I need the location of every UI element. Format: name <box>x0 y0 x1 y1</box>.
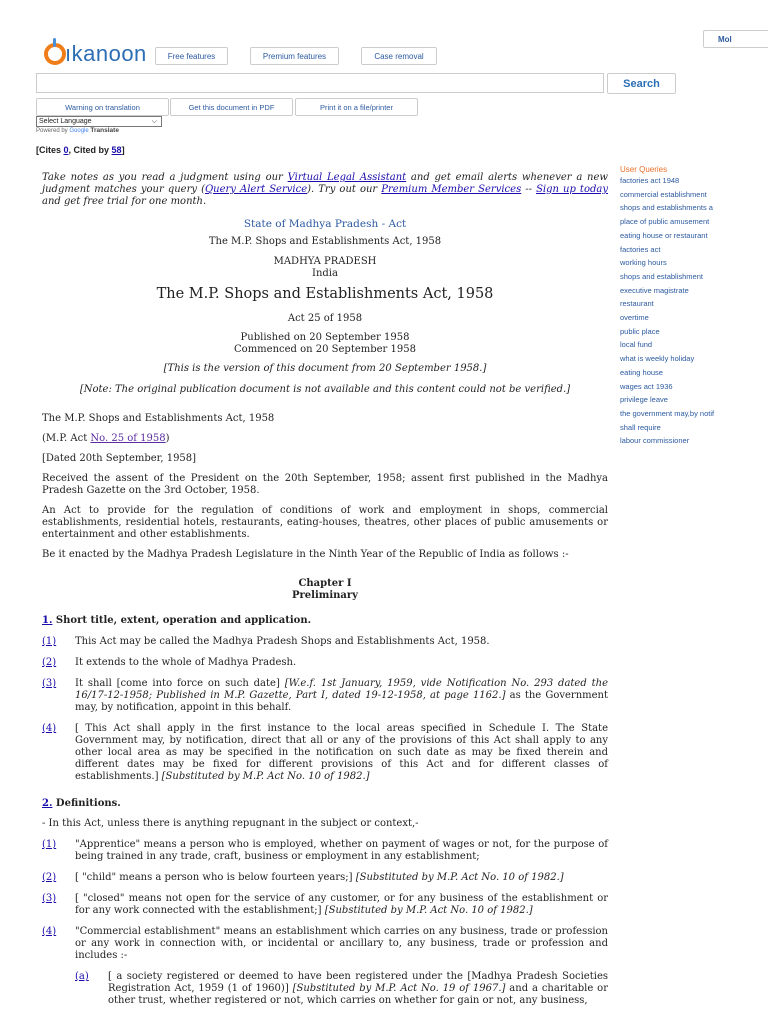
user-query-link[interactable]: shall require <box>620 422 661 432</box>
section-2-heading <box>42 798 608 810</box>
subsection <box>42 839 608 863</box>
print-button[interactable]: Print it on a file/printer <box>295 98 418 116</box>
sign-up-link[interactable]: Sign up today <box>536 184 608 195</box>
amendment-note: [W.e.f. 1st January, 1959, vide Notification No. 293 dated the 16/17-12-1958; Published in M.P. Gazette, Part I, dated 19-12-1958, at page 1162.] <box>75 678 608 701</box>
user-query-link[interactable]: eating house <box>620 367 663 377</box>
query-alert-link[interactable]: Query Alert Service <box>204 184 308 195</box>
subsection-text-part: It shall [come into force on such date] <box>75 678 285 689</box>
subsection-text: This Act may be called the Madhya Pradesh Shops and Establishments Act, 1958. <box>75 636 490 647</box>
translate-label: Translate <box>90 127 119 134</box>
subsection <box>42 657 608 669</box>
partial-header-button[interactable]: Mol <box>703 30 768 48</box>
act-number-prefix: (M.P. Act <box>42 433 91 444</box>
amendment-note: [Substituted by M.P. Act No. 10 of 1982.] <box>324 905 533 916</box>
get-pdf-button[interactable]: Get this document in PDF <box>170 98 293 116</box>
powered-by-label: Powered by <box>36 128 68 134</box>
premium-features-button[interactable]: Premium features <box>250 47 339 65</box>
clause-text-part: [ a society registered or deemed to have been registered under the [Madhya Pradesh Societies Registration Act, 1959 (1 of 1960)] <box>108 971 608 994</box>
subsection <box>42 893 608 917</box>
user-queries-sidebar <box>620 165 714 448</box>
free-features-button[interactable]: Free features <box>155 47 228 65</box>
google-label: Google <box>69 128 89 134</box>
chevron-down-icon: ⌵ <box>151 118 157 125</box>
user-queries-list <box>620 174 714 448</box>
act-number-paragraph <box>42 433 608 445</box>
search-button[interactable]: Search <box>607 73 676 94</box>
citation-counts <box>36 145 125 155</box>
document-content <box>42 172 608 1007</box>
subsection-text: "Apprentice" means a person who is employed, whether on payment of wages or not, for the purpose of being trained in any trade, craft, business or employment in any establishment; <box>75 839 608 862</box>
subsection-link[interactable]: (4) <box>42 926 57 937</box>
subsection <box>42 872 608 884</box>
subsection-link[interactable]: (1) <box>42 839 57 850</box>
subsection-text: "Commercial establishment" means an establishment which carries on any business, trade or profession or any work in connection with, or incidental or ancillary to, any business, trade or profession and includes :- <box>75 926 608 961</box>
user-query-link[interactable]: factories act <box>620 244 661 254</box>
kanoon-logo[interactable] <box>44 36 147 72</box>
amendment-note: [Substituted by M.P. Act No. 10 of 1982.] <box>355 872 564 883</box>
subsection-link[interactable]: (3) <box>42 678 57 689</box>
act-number: Act 25 of 1958 <box>287 313 363 324</box>
user-queries-title: User Queries <box>620 165 668 174</box>
assent-paragraph: Received the assent of the President on the 20th September, 1958; assent first published in the Madhya Pradesh Gazette on the 3rd October, 1958. <box>42 473 608 496</box>
publication-note-text: [Note: The original publication document is not available and this content could not be verified.] <box>79 384 571 395</box>
google-translate-credit <box>36 127 119 134</box>
case-removal-button[interactable]: Case removal <box>361 47 437 65</box>
user-query-link[interactable]: local fund <box>620 340 653 350</box>
subsection-link[interactable]: (3) <box>42 893 57 904</box>
virtual-legal-assistant-link[interactable]: Virtual Legal Assistant <box>287 172 407 183</box>
clause-link[interactable]: (a) <box>75 971 89 982</box>
act-number-link[interactable]: No. 25 of 1958 <box>90 433 166 444</box>
promo-text: and get email alerts whenever a new judgment matches your query ( <box>42 172 608 195</box>
subsection <box>42 636 608 648</box>
cited-by-link[interactable]: 58 <box>111 145 122 155</box>
subsection-text-part: as the Government may, by notification, appoint in this behalf. <box>75 690 608 713</box>
user-query-link[interactable]: factories act 1948 <box>620 176 680 185</box>
amendment-note: [Substituted by M.P. Act No. 19 of 1967.] <box>292 983 506 994</box>
subsection-text <box>75 723 608 783</box>
user-query-link[interactable]: restaurant <box>620 299 654 309</box>
section-1-heading <box>42 615 608 627</box>
chapter-heading: Chapter I <box>298 578 352 589</box>
published-date: Published on 20 September 1958 <box>240 332 410 343</box>
logo-mark-icon <box>44 43 66 65</box>
user-query-link[interactable]: what is weekly holiday <box>620 354 695 364</box>
act-number-suffix: ) <box>165 433 170 444</box>
section-1-title: Short title, extent, operation and application. <box>52 615 312 626</box>
user-query-link[interactable]: public place <box>620 326 660 336</box>
subsection-text <box>75 678 608 714</box>
subsection-link[interactable]: (2) <box>42 657 57 668</box>
doc-title: The M.P. Shops and Establishments Act, 1958 <box>156 286 494 302</box>
cites-suffix: ] <box>121 145 125 155</box>
subsection-text-part: [ This Act shall apply in the first instance to the local areas specified in Schedule I. The State Government may, by notification, direct that all or any of the provisions of this Act shall apply to any other local area as may be specified in the notification on such date as may be fixed therein and different dates may be fixed for different provisions of this Act and for different classes of establishments.] <box>75 723 608 782</box>
logo-text: ıkanoon <box>65 41 147 66</box>
commenced-date: Commenced on 20 September 1958 <box>234 344 416 355</box>
user-query-link[interactable]: overtime <box>620 313 649 323</box>
warning-on-translation-button[interactable]: Warning on translation <box>36 98 169 116</box>
definitions-intro: - In this Act, unless there is anything repugnant in the subject or context,- <box>42 818 419 829</box>
enactment-paragraph: Be it enacted by the Madhya Pradesh Legislature in the Ninth Year of the Republic of India as follows :- <box>42 549 569 560</box>
subsection <box>42 926 608 962</box>
user-query-link[interactable]: place of public amusement <box>620 217 710 227</box>
preamble-paragraph: An Act to provide for the regulation of conditions of work and employment in shops, commercial establishments, residential hotels, restaurants, eating-houses, theatres, other places of public amusements or entertainment and other establishments. <box>42 505 608 540</box>
user-query-link[interactable]: eating house or restaurant <box>620 230 708 240</box>
act-name-paragraph: The M.P. Shops and Establishments Act, 1958 <box>42 413 275 424</box>
subsection-text-part: [ "closed" means not open for the service of any customer, or for any business of the establishment or for any work connected with the establishment;] <box>75 893 608 916</box>
subsection-text-part: [ "child" means a person who is below fourteen years;] <box>75 872 356 883</box>
dated-paragraph: [Dated 20th September, 1958] <box>42 453 197 464</box>
cites-link[interactable]: 0 <box>63 145 69 155</box>
promo-text: Take notes as you read a judgment using our <box>42 172 288 183</box>
doc-country: India <box>312 268 338 279</box>
version-note-text: [This is the version of this document from 20 September 1958.] <box>163 363 487 374</box>
promo-text: ). Try out our <box>307 184 382 195</box>
user-query-link[interactable]: labour commissioner <box>620 436 690 446</box>
subsection-text: It extends to the whole of Madhya Pradesh. <box>75 657 297 668</box>
user-query-link[interactable]: privilege leave <box>620 395 668 405</box>
section-2-link[interactable]: 2. <box>42 798 53 809</box>
subsection-link[interactable]: (4) <box>42 723 57 734</box>
section-2-title: Definitions. <box>52 798 121 809</box>
subsection <box>42 723 608 783</box>
premium-member-link[interactable]: Premium Member Services <box>381 184 522 195</box>
user-query-link[interactable]: commercial establishment <box>620 189 707 199</box>
language-select[interactable] <box>36 116 162 127</box>
publication-note <box>42 384 608 396</box>
user-query-link[interactable]: working hours <box>620 258 667 268</box>
subsection-text <box>75 872 608 884</box>
clause-text-part: and a charitable or other trust, whether registered or not, which carries on whether for gain or not, any business, <box>108 983 608 1006</box>
doc-title-small: The M.P. Shops and Establishments Act, 1958 <box>208 236 442 247</box>
doc-source: State of Madhya Pradesh - Act <box>243 218 407 230</box>
user-query-link[interactable]: shops and establishments a <box>620 203 713 213</box>
promo-text: and get free trial for one month. <box>42 196 207 207</box>
user-query-link[interactable]: shops and establishment <box>620 271 703 281</box>
search-input[interactable] <box>36 73 604 93</box>
chapter-name: Preliminary <box>292 590 358 601</box>
amendment-note: [Substituted by M.P. Act No. 10 of 1982.] <box>161 771 370 782</box>
version-note <box>42 363 608 375</box>
user-query-link[interactable]: the government may,by notif <box>620 408 715 418</box>
subsection-link[interactable]: (1) <box>42 636 57 647</box>
subsection-text <box>75 893 608 917</box>
clause <box>75 971 608 1007</box>
doc-state: MADHYA PRADESH <box>273 256 377 267</box>
user-query-link[interactable]: wages act 1936 <box>620 381 673 391</box>
clause-text <box>108 971 608 1007</box>
subsection <box>42 678 608 714</box>
cited-by-label: , Cited by <box>68 145 112 155</box>
section-1-link[interactable]: 1. <box>42 615 53 626</box>
language-select-value: Select Language <box>39 118 92 125</box>
user-query-link[interactable]: executive magistrate <box>620 285 689 295</box>
cites-prefix: [Cites <box>36 145 64 155</box>
premium-promo <box>42 172 608 208</box>
promo-text: -- <box>521 184 537 195</box>
subsection-link[interactable]: (2) <box>42 872 57 883</box>
